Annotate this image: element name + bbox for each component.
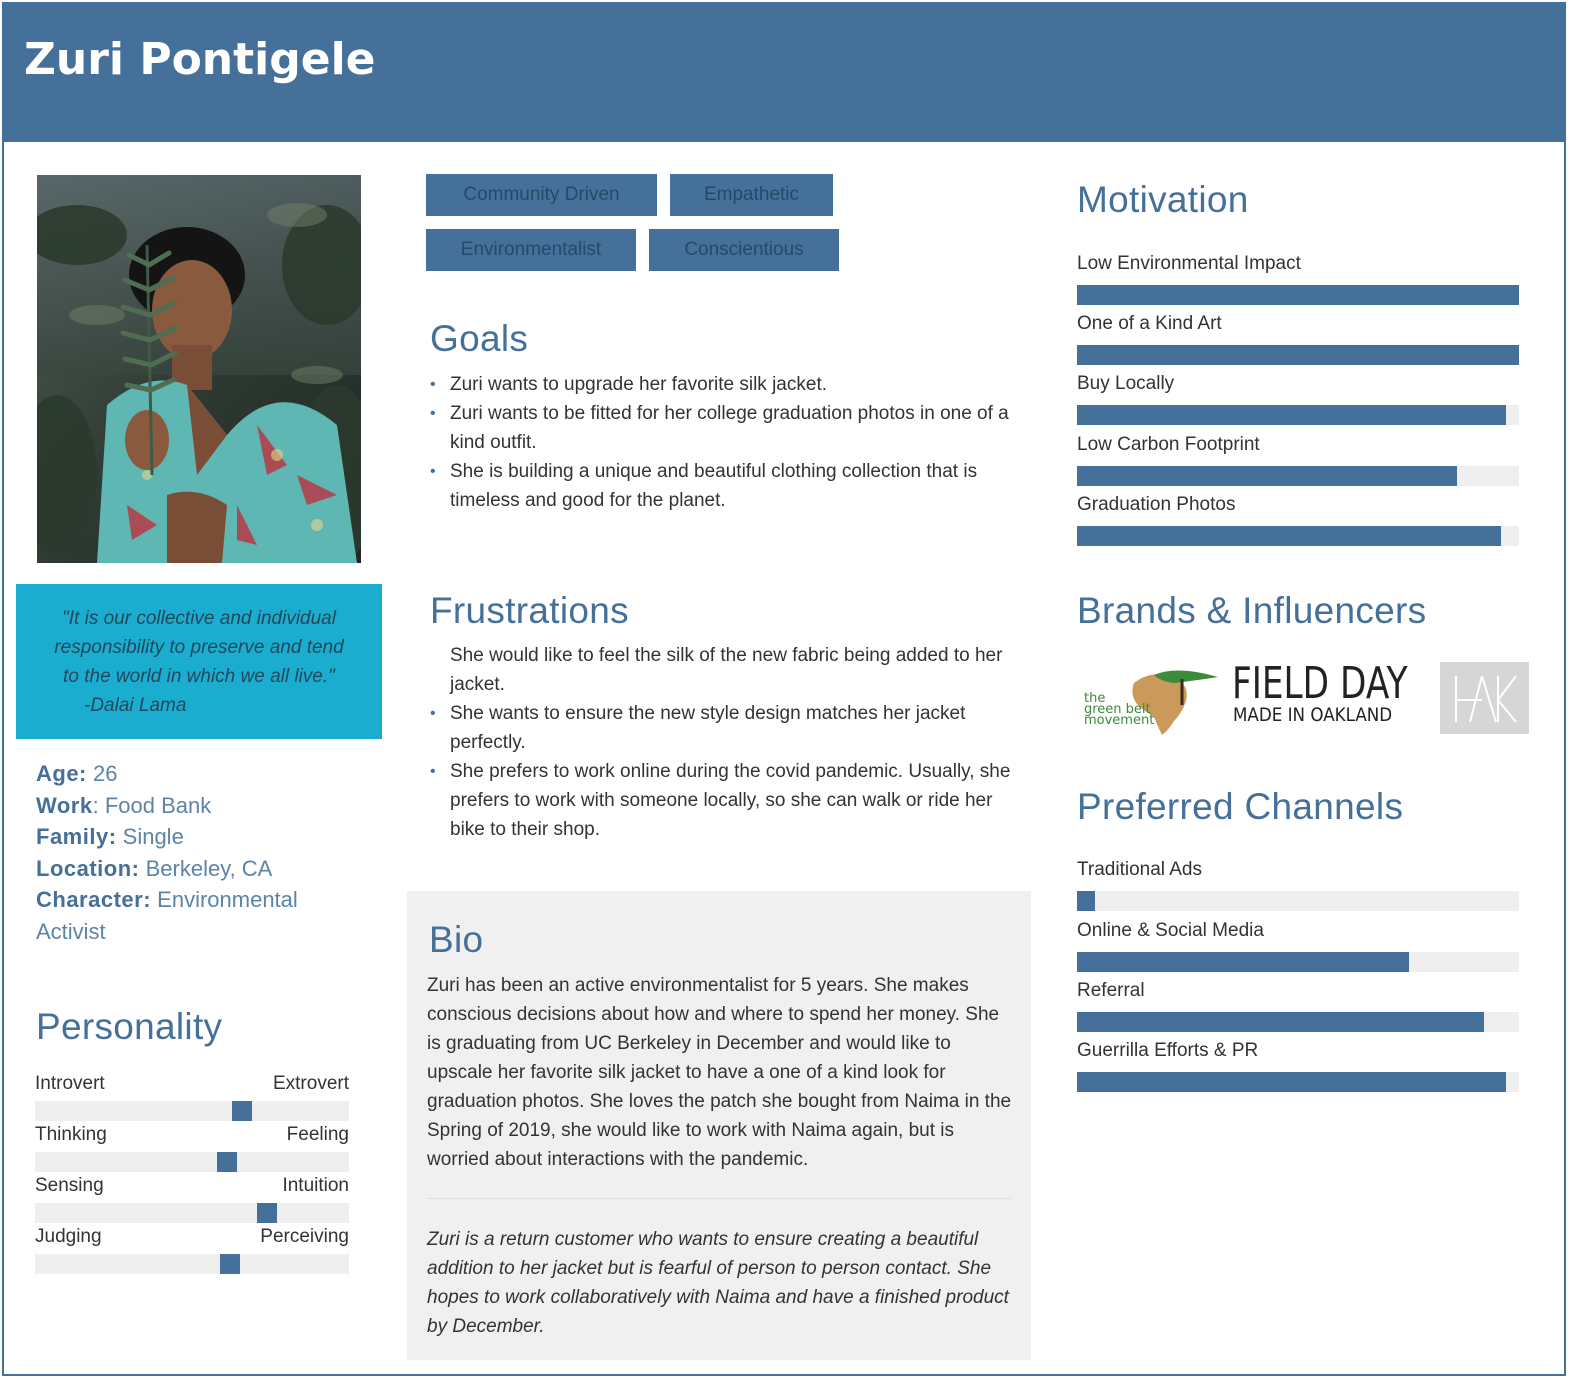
- bio-title: Bio: [429, 919, 484, 960]
- motivation-bar-fill: [1077, 405, 1506, 425]
- channels-bar-track: [1077, 952, 1519, 972]
- motivation-row: [1077, 252, 1519, 276]
- frustration-item: • She wants to ensure the new style design matches her jacket perfectly.: [430, 699, 1020, 757]
- personality-trait-row: [35, 1175, 349, 1199]
- channels-bar-track: [1077, 1012, 1519, 1032]
- trait-right-label: Intuition: [282, 1175, 349, 1196]
- motivation-label: Graduation Photos: [1077, 494, 1236, 515]
- motivation-bar-track: [1077, 405, 1519, 425]
- trait-left-label: Introvert: [35, 1073, 105, 1094]
- tag-empathetic: Empathetic: [670, 174, 833, 216]
- channels-bar-fill: [1077, 891, 1095, 911]
- green-belt-text-line: movement: [1084, 713, 1155, 728]
- demo-work-label: Work: [36, 792, 93, 818]
- channels-bar-fill: [1077, 1012, 1484, 1032]
- trait-labels: [35, 1124, 349, 1148]
- goal-item: • Zuri wants to upgrade her favorite silk jacket.: [430, 370, 1020, 399]
- field-day-subtitle: MADE IN OAKLAND: [1233, 704, 1393, 726]
- trait-slider-knob: [232, 1101, 252, 1121]
- demo-location-value: Berkeley, CA: [139, 855, 273, 881]
- trait-slider-knob: [220, 1254, 240, 1274]
- demo-family-value: Single: [116, 824, 184, 849]
- personality-trait-row: [35, 1226, 349, 1250]
- motivation-bar-track: [1077, 285, 1519, 305]
- channels-label: Traditional Ads: [1077, 859, 1202, 880]
- demo-family: [36, 821, 356, 853]
- channels-bar-fill: [1077, 1072, 1506, 1092]
- channels-row: [1077, 1039, 1519, 1063]
- demo-location: [36, 853, 356, 885]
- motivation-title: Motivation: [1077, 179, 1249, 220]
- persona-photo-image: [37, 175, 361, 563]
- motivation-bar-fill: [1077, 345, 1519, 365]
- demo-character: [36, 884, 336, 947]
- channels-row: [1077, 858, 1519, 882]
- channels-title: Preferred Channels: [1077, 786, 1404, 827]
- trait-slider-track: [35, 1152, 349, 1172]
- goal-item: • She is building a unique and beautiful clothing collection that is timeless and good for the planet.: [430, 457, 1020, 515]
- demo-character-value: Environmental Activist: [36, 887, 298, 944]
- motivation-label: Low Environmental Impact: [1077, 253, 1301, 274]
- goals-title: Goals: [430, 318, 529, 359]
- field-day-wordmark: FIELD DAY: [1232, 658, 1408, 709]
- channels-bar-fill: [1077, 952, 1409, 972]
- trait-labels: [35, 1226, 349, 1250]
- trait-right-label: Perceiving: [260, 1226, 349, 1247]
- motivation-row: [1077, 433, 1519, 457]
- hak-logo: [1440, 662, 1529, 734]
- field-day-logo: [1232, 658, 1432, 734]
- demo-location-label: Location:: [36, 855, 140, 881]
- trait-left-label: Thinking: [35, 1124, 107, 1145]
- brands-title: Brands & Influencers: [1077, 590, 1427, 631]
- channels-bar-track: [1077, 891, 1519, 911]
- demo-family-label: Family:: [36, 824, 117, 849]
- trait-left-label: Judging: [35, 1226, 102, 1247]
- channels-row: [1077, 979, 1519, 1003]
- trait-slider-knob: [217, 1152, 237, 1172]
- motivation-label: Buy Locally: [1077, 373, 1175, 394]
- frustrations-title: Frustrations: [430, 590, 629, 631]
- motivation-bar-fill: [1077, 526, 1501, 546]
- motivation-label: One of a Kind Art: [1077, 313, 1222, 334]
- trait-slider-track: [35, 1254, 349, 1274]
- bio-divider: [427, 1198, 1012, 1199]
- channels-label: Online & Social Media: [1077, 920, 1264, 941]
- motivation-bar-track: [1077, 526, 1519, 546]
- quote-author: -Dalai Lama: [84, 695, 187, 716]
- trait-slider-track: [35, 1203, 349, 1223]
- motivation-label: Low Carbon Footprint: [1077, 434, 1260, 455]
- demo-age-value: 26: [86, 761, 118, 786]
- motivation-bar-fill: [1077, 466, 1457, 486]
- green-belt-text-line: green belt: [1084, 702, 1151, 717]
- quote-line: "It is our collective and individual: [62, 608, 336, 629]
- tag-conscientious: Conscientious: [649, 229, 839, 271]
- demo-age: [36, 758, 356, 790]
- frustration-item: • She prefers to work online during the covid pandemic. Usually, she prefers to work with someone locally, so she can walk or ride her bike to their shop.: [430, 757, 1020, 844]
- channels-bar-track: [1077, 1072, 1519, 1092]
- channels-row: [1077, 919, 1519, 943]
- trait-left-label: Sensing: [35, 1175, 104, 1196]
- bio-scenario: Zuri is a return customer who wants to ensure creating a beautiful addition to her jacket but is fearful of person to person contact. She hopes to work collaboratively with Naima and have a finished product by December.: [427, 1229, 1009, 1337]
- personality-trait-row: [35, 1073, 349, 1097]
- demographics: [36, 758, 356, 947]
- goals-list: [430, 370, 1020, 515]
- motivation-row: [1077, 372, 1519, 396]
- bio-panel: [407, 891, 1031, 1360]
- tag-community-driven: Community Driven: [426, 174, 657, 216]
- quote-box: [16, 584, 382, 739]
- frustrations-list: [430, 641, 1020, 844]
- trait-slider-knob: [257, 1203, 277, 1223]
- demo-age-label: Age:: [36, 761, 87, 786]
- motivation-row: [1077, 312, 1519, 336]
- hak-mark-icon: [1440, 662, 1529, 734]
- frustration-item: She would like to feel the silk of the new fabric being added to her jacket.: [450, 645, 1003, 695]
- personality-title: Personality: [36, 1006, 223, 1047]
- green-belt-text-line: the: [1084, 691, 1106, 706]
- personality-trait-row: [35, 1124, 349, 1148]
- motivation-bar-track: [1077, 466, 1519, 486]
- demo-character-label: Character:: [36, 887, 152, 912]
- green-belt-text: [1084, 693, 1154, 726]
- persona-photo: [37, 175, 361, 563]
- green-belt-movement-logo: [1082, 665, 1222, 737]
- motivation-bar-track: [1077, 345, 1519, 365]
- demo-work: [36, 790, 356, 822]
- motivation-bar-fill: [1077, 285, 1519, 305]
- tag-environmentalist: Environmentalist: [426, 229, 636, 271]
- goal-item: • Zuri wants to be fitted for her college graduation photos in one of a kind outfit.: [430, 399, 1020, 457]
- trait-labels: [35, 1073, 349, 1097]
- motivation-row: [1077, 493, 1519, 517]
- trait-right-label: Feeling: [286, 1124, 349, 1145]
- quote-line: to the world in which we all live.": [63, 666, 335, 687]
- demo-work-value: : Food Bank: [92, 792, 212, 818]
- trait-labels: [35, 1175, 349, 1199]
- trait-slider-track: [35, 1101, 349, 1121]
- trait-right-label: Extrovert: [272, 1073, 349, 1094]
- bio-text: Zuri has been an active environmentalist for 5 years. She makes conscious decisions about how and where to spend her money. She is graduating from UC Berkeley in December and would like to upscale her favorite silk jacket to have a one of a kind look for graduation photos. She loves the patch she bought from Naima in the Spring of 2019, she would like to work with Naima again, but is worried about interactions with the pandemic.: [427, 975, 1012, 1170]
- quote-line: responsibility to preserve and tend: [54, 637, 344, 658]
- header-banner: [4, 4, 1564, 142]
- persona-name: Zuri Pontigele: [24, 34, 376, 85]
- channels-label: Guerrilla Efforts & PR: [1077, 1040, 1259, 1061]
- channels-label: Referral: [1077, 980, 1145, 1001]
